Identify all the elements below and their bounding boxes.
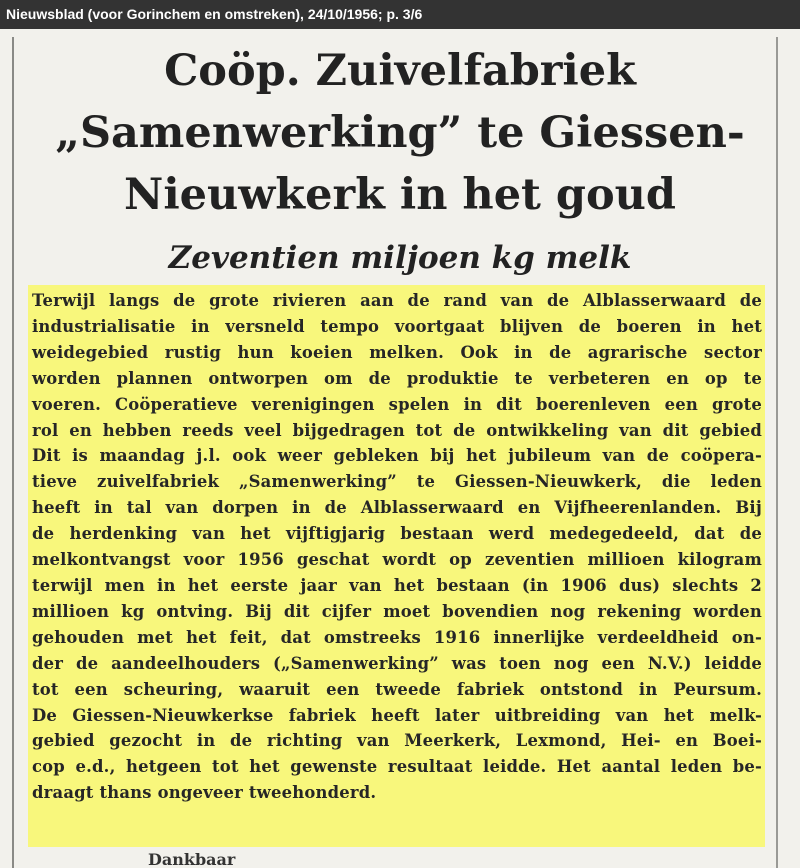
- body-line: gebied gezocht in de richting van Meerkerk, Lexmond, Hei- en Boei-: [32, 731, 762, 751]
- window-title-bar: [0, 0, 800, 29]
- body-line: rol en hebben reeds veel bijgedragen tot de ontwikkeling van dit gebied: [32, 420, 762, 440]
- headline-line: Coöp. Zuivelfabriek: [164, 46, 636, 96]
- window-title: Nieuwsblad (voor Gorinchem en omstreken), 24/10/1956; p. 3/6: [6, 6, 423, 22]
- body-line: der de aandeelhouders („Samenwerking” was toen nog een N.V.) leidde: [32, 653, 762, 673]
- column-rule-right: [776, 37, 778, 868]
- body-line: De Giessen-Nieuwkerkse fabriek heeft later uitbreiding van het melk-: [32, 705, 762, 725]
- body-line: industrialisatie in versneld tempo voortgaat blijven de boeren in het: [32, 316, 762, 336]
- body-line: tieve zuivelfabriek „Samenwerking” te Giessen-Nieuwkerk, die leden: [32, 472, 762, 492]
- article-headline: [40, 40, 760, 226]
- body-line: cop e.d., hetgeen tot het gewenste resultaat leidde. Het aantal leden be-: [32, 757, 762, 777]
- body-line: terwijl men in het eerste jaar van het bestaan (in 1906 dus) slechts 2: [32, 575, 762, 595]
- headline-line: Nieuwkerk in het goud: [124, 170, 676, 220]
- body-line: weidegebied rustig hun koeien melken. Ook in de agrarische sector: [32, 342, 762, 362]
- body-line: heeft in tal van dorpen in de Alblasserwaard en Vijfheerenlanden. Bij: [32, 498, 762, 518]
- article-body: [32, 288, 762, 806]
- body-line: millioen kg ontving. Bij dit cijfer moet bovendien nog rekening worden: [32, 601, 762, 621]
- headline-line: „Samenwerking” te Giessen-: [55, 108, 745, 158]
- body-line: Terwijl langs de grote rivieren aan de rand van de Alblasserwaard de: [32, 291, 762, 310]
- body-line: melkontvangst voor 1956 geschat wordt op zeventien millioen kilogram: [32, 550, 762, 570]
- body-line: de herdenking van het vijftigjarig bestaan werd medegedeeld, dat de: [32, 524, 762, 544]
- article-subheadline: Zeventien miljoen kg melk: [168, 240, 632, 276]
- body-line: Dit is maandag j.l. ook weer gebleken bij het jubileum van de coöpera-: [32, 446, 762, 466]
- column-rule-left: [12, 37, 14, 868]
- body-line: voeren. Coöperatieve verenigingen spelen in dit boerenleven een grote: [32, 394, 762, 414]
- next-article-fragment: Dankbaar: [148, 852, 236, 868]
- body-line: worden plannen ontworpen om de produktie te verbeteren en op te: [32, 368, 762, 388]
- body-line: draagt thans ongeveer tweehonderd.: [32, 783, 377, 803]
- body-line: gehouden met het feit, dat omstreeks 1916 innerlijke verdeeldheid on-: [32, 627, 762, 647]
- body-line: tot een scheuring, waaruit een tweede fabriek ontstond in Peursum.: [32, 679, 762, 699]
